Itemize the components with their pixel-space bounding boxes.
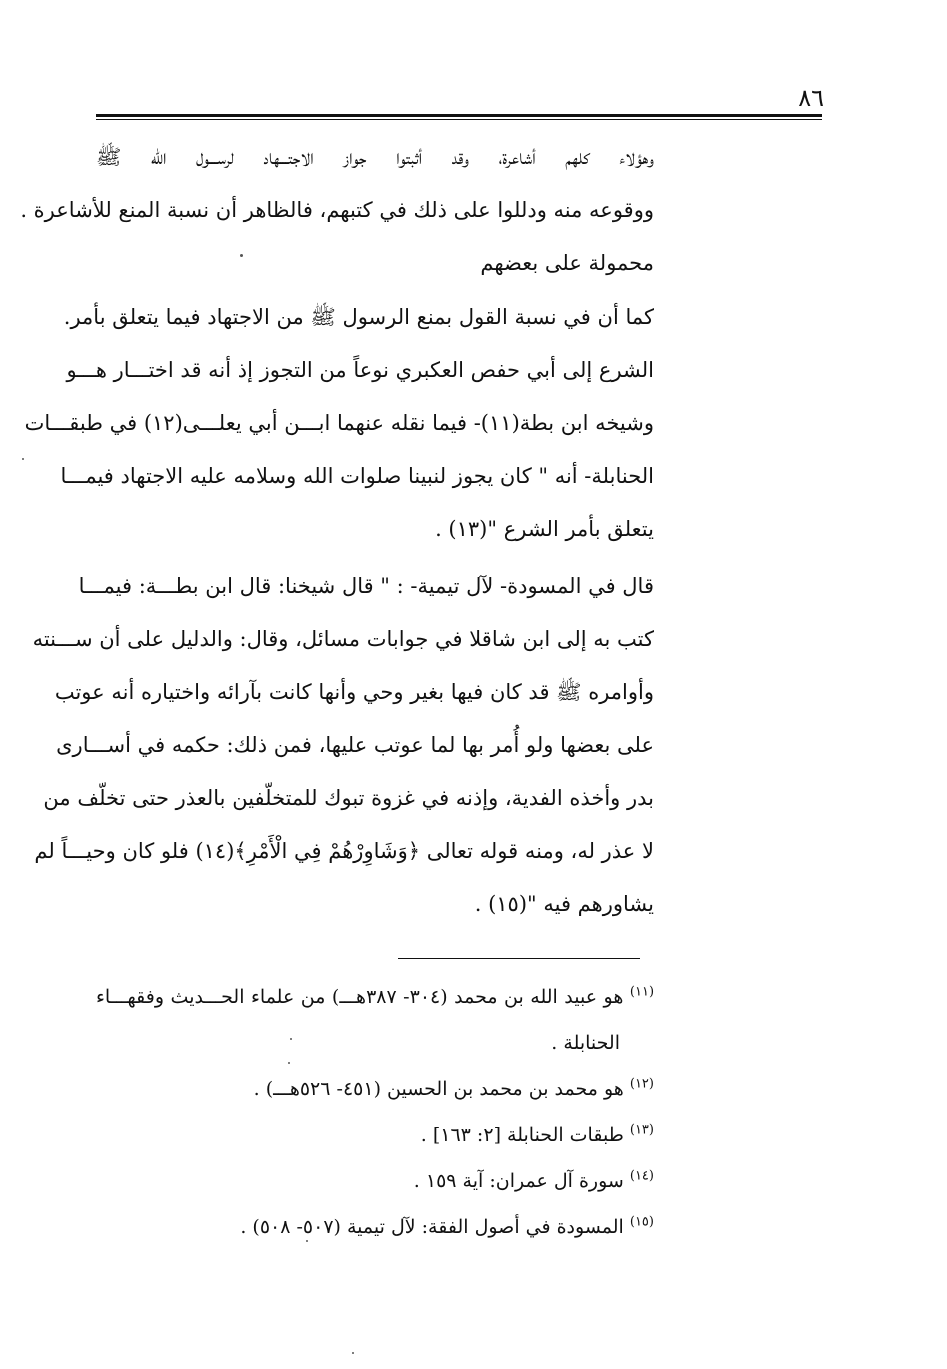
- footnotes: [96, 974, 654, 1250]
- paragraph-3: [32, 560, 654, 931]
- footnote-15: [96, 1204, 654, 1250]
- header-rule-thick: [96, 114, 822, 117]
- paragraph-1: [20, 131, 654, 290]
- footnote-number: (١٢): [629, 1076, 654, 1092]
- text-line: الحنابلة- أنه " كان يجوز لنبينا صلوات الله وسلامه عليه الاجتهاد فيمـــا: [60, 464, 654, 488]
- footnote-text: طبقات الحنابلة [٢: ١٦٣] .: [420, 1124, 624, 1146]
- scan-speck: [352, 1352, 354, 1354]
- page-number: ٨٦: [798, 84, 824, 112]
- footnote-separator: [398, 958, 640, 959]
- text-line: على بعضها ولو أُمر بها لما عوتب عليها، فمن ذلك: حكمه في أســـارى: [56, 733, 654, 757]
- scan-speck: [240, 254, 243, 257]
- text-line: بدر وأخذه الفدية، وإذنه في غزوة تبوك للمتخلّفين بالعذر حتى تخلّف من: [43, 786, 654, 810]
- paragraph-2: [24, 291, 654, 556]
- footnote-text: هو محمد بن محمد بن الحسين (٤٥١- ٥٢٦هـــ) .: [253, 1078, 624, 1100]
- text-line: لا عذر له، ومنه قوله تعالى ﴿وَشَاوِرْهُمْ فِي الْأَمْرِ﴾(١٤) فلو كان وحيـــاً لم: [34, 839, 654, 863]
- scan-speck: [22, 458, 24, 460]
- footnote-number: (١٤): [629, 1168, 654, 1184]
- text-line: وهؤلاء كلهم أشاعرة، وقد أثبتوا جواز الاجتـــهاد لرســـول الله ﷺ: [96, 145, 654, 169]
- text-line: وشيخه ابن بطة(١١)- فيما نقله عنهما ابـــن أبي يعلـــى(١٢) في طبقـــات: [24, 411, 654, 435]
- text-line: محمولة على بعضهم: [480, 251, 654, 275]
- scan-speck: [290, 1038, 292, 1040]
- footnote-text: المسودة في أصول الفقة: لآل تيمية (٥٠٧- ٥٠٨) .: [240, 1216, 624, 1238]
- scan-speck: [306, 1240, 308, 1242]
- text-line: ووقوعه منه ودللوا على ذلك في كتبهم، فالظاهر أن نسبة المنع للأشاعرة .: [20, 198, 654, 222]
- text-line: يتعلق بأمر الشرع "(١٣) .: [435, 517, 654, 541]
- text-line: كما أن في نسبة القول بمنع الرسول ﷺ من الاجتهاد فيما يتعلق بأمر.: [63, 305, 654, 329]
- header-rule-thin: [96, 119, 822, 120]
- text-line: قال في المسودة- لآل تيمية- : " قال شيخنا: قال ابن بطـــة: فيمـــا: [78, 574, 654, 598]
- text-line: وأوامره ﷺ قد كان فيها بغير وحي وأنها كانت بآرائه واختياره أنه عوتب: [54, 680, 654, 704]
- text-line: الشرع إلى أبي حفص العكبري نوعاً من التجوز إذ أنه قد اختـــار هـــو: [66, 358, 654, 382]
- footnote-12: [96, 1066, 654, 1112]
- footnote-11: [96, 974, 654, 1020]
- footnote-text: هو عبيد الله بن محمد (٣٠٤- ٣٨٧هـــ) من علماء الحـــديث وفقهـــاء: [96, 986, 624, 1008]
- text-line: كتب به إلى ابن شاقلا في جوابات مسائل، وقال: والدليل على أن ســـنته: [32, 627, 654, 651]
- scan-speck: [288, 1062, 290, 1064]
- text-line: يشاورهم فيه "(١٥) .: [474, 892, 654, 916]
- footnote-continuation: الحنابلة .: [551, 1032, 620, 1054]
- footnote-text: سورة آل عمران: آية ١٥٩ .: [413, 1170, 624, 1192]
- header-rule: [96, 114, 822, 122]
- footnote-13: [96, 1112, 654, 1158]
- footnote-number: (١٣): [629, 1122, 654, 1138]
- footnote-14: [96, 1158, 654, 1204]
- footnote-number: (١٥): [629, 1214, 654, 1230]
- footnote-number: (١١): [629, 984, 655, 1000]
